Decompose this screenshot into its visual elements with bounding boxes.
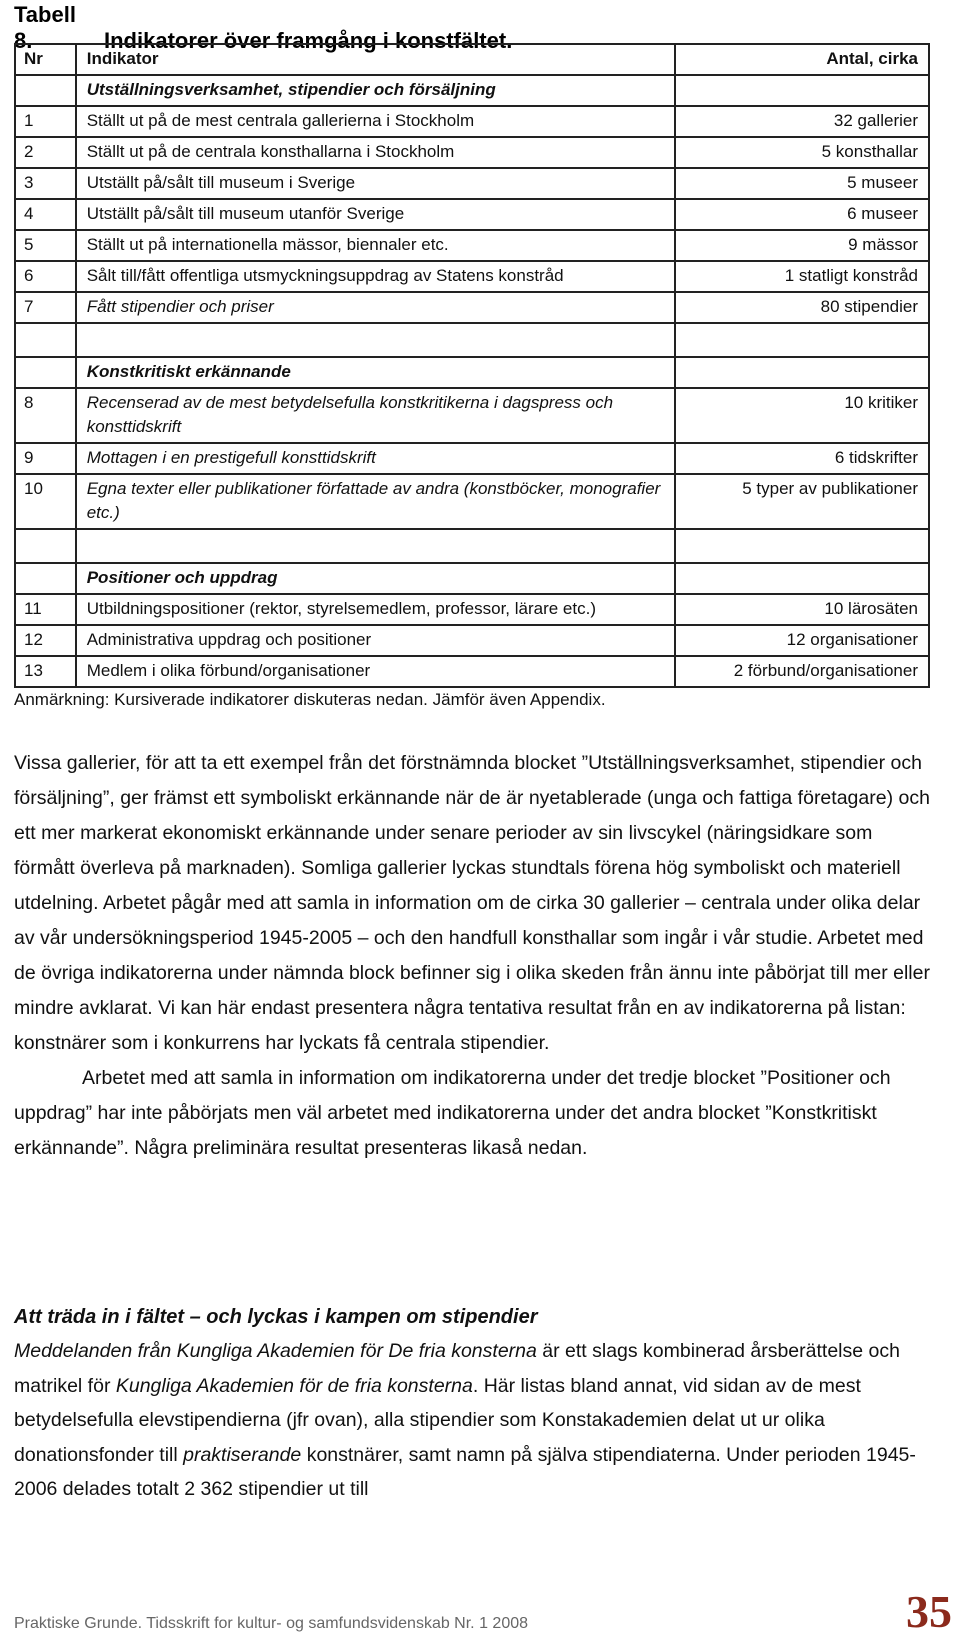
section-title: Konstkritiskt erkännande [76, 357, 675, 388]
row-indicator: Administrativa uppdrag och positioner [76, 625, 675, 656]
table-row [15, 388, 929, 443]
row-indicator: Utställt på/sålt till museum utanför Sverige [76, 199, 675, 230]
header-indicator: Indikator [76, 44, 675, 75]
section-text-3: konstnärer, samt namn på själva stipendiaterna. Under perioden 1945-2006 delades totalt 2 362 stipendier ut till [14, 1443, 916, 1500]
header-value: Antal, cirka [675, 44, 929, 75]
section-text-1: är ett slags kombinerad årsberättelse och matrikel för [14, 1340, 900, 1397]
section-heading: Att träda in i fältet – och lyckas i kampen om stipendier [14, 1306, 538, 1328]
table-row [15, 261, 929, 292]
indicator-table [14, 43, 930, 688]
table-row [15, 106, 929, 137]
row-value: 5 konsthallar [675, 137, 929, 168]
row-nr: 9 [15, 443, 76, 474]
row-indicator: Utbildningspositioner (rektor, styrelsemedlem, professor, lärare etc.) [76, 594, 675, 625]
row-nr: 6 [15, 261, 76, 292]
row-value: 12 organisationer [675, 625, 929, 656]
row-indicator: Ställt ut på de centrala konsthallarna i Stockholm [76, 137, 675, 168]
table-row [15, 656, 929, 687]
row-value: 32 gallerier [675, 106, 929, 137]
row-value: 80 stipendier [675, 292, 929, 323]
row-nr: 1 [15, 106, 76, 137]
section-row [15, 75, 929, 106]
table-header-row [15, 44, 929, 75]
blank-row [15, 529, 929, 563]
body-text [14, 746, 934, 1166]
row-indicator: Egna texter eller publikationer författade av andra (konstböcker, monografier etc.) [76, 474, 675, 529]
row-value: 9 mässor [675, 230, 929, 261]
section-title: Utställningsverksamhet, stipendier och försäljning [76, 75, 675, 106]
praktiserande-word: praktiserande [183, 1443, 302, 1466]
section-block [14, 1300, 934, 1507]
table-title: Indikatorer över framgång i konstfältet. [104, 28, 513, 53]
table-row [15, 292, 929, 323]
row-value: 5 museer [675, 168, 929, 199]
row-indicator: Mottagen i en prestigefull konsttidskrift [76, 443, 675, 474]
table-note: Anmärkning: Kursiverade indikatorer diskuteras nedan. Jämför även Appendix. [14, 690, 606, 709]
section-paragraph [14, 1334, 934, 1507]
row-nr: 13 [15, 656, 76, 687]
section-row [15, 357, 929, 388]
row-nr: 11 [15, 594, 76, 625]
row-nr: 10 [15, 474, 76, 529]
row-value: 2 förbund/organisationer [675, 656, 929, 687]
section-text-2: . Här listas bland annat, vid sidan av de mest betydelsefulla elevstipendierna (jfr ovan), alla stipendier som Konstakademien delat ut ur olika donationsfonder till [14, 1374, 861, 1466]
blank-row [15, 323, 929, 357]
table-row [15, 199, 929, 230]
page-number: 35 [906, 1586, 952, 1637]
row-value: 10 lärosäten [675, 594, 929, 625]
row-value: 6 museer [675, 199, 929, 230]
row-indicator: Fått stipendier och priser [76, 292, 675, 323]
row-value: 5 typer av publikationer [675, 474, 929, 529]
footer-journal: Praktiske Grunde. Tidsskrift for kultur- og samfundsvidenskab Nr. 1 2008 [14, 1615, 529, 1632]
row-indicator: Recenserad av de mest betydelsefulla konstkritikerna i dagspress och konsttidskrift [76, 388, 675, 443]
academy-name: Kungliga Akademien för de fria konsterna [115, 1374, 473, 1397]
row-indicator: Ställt ut på internationella mässor, biennaler etc. [76, 230, 675, 261]
row-indicator: Utställt på/sålt till museum i Sverige [76, 168, 675, 199]
row-nr: 5 [15, 230, 76, 261]
row-indicator: Ställt ut på de mest centrala gallerierna i Stockholm [76, 106, 675, 137]
journal-title: Meddelanden från Kungliga Akademien för De fria konsterna [14, 1340, 537, 1362]
table-label: Tabell 8. [14, 2, 76, 53]
table-row [15, 137, 929, 168]
row-indicator: Medlem i olika förbund/organisationer [76, 656, 675, 687]
table-row [15, 625, 929, 656]
header-nr: Nr [15, 44, 76, 75]
row-nr: 8 [15, 388, 76, 443]
paragraph-2: Arbetet med att samla in information om indikatorerna under det tredje blocket ”Positioner och uppdrag” har inte påbörjats men väl arbetet med indikatorerna under det andra blocket ”Konstkritiskt erkännande”. Några preliminära resultat presenteras likaså nedan. [14, 1067, 891, 1159]
row-value: 1 statligt konstråd [675, 261, 929, 292]
row-value: 10 kritiker [675, 388, 929, 443]
row-nr: 12 [15, 625, 76, 656]
table-row [15, 230, 929, 261]
row-indicator: Sålt till/fått offentliga utsmyckningsuppdrag av Statens konstråd [76, 261, 675, 292]
row-nr: 3 [15, 168, 76, 199]
table-row [15, 474, 929, 529]
row-nr: 7 [15, 292, 76, 323]
table-row [15, 168, 929, 199]
row-value: 6 tidskrifter [675, 443, 929, 474]
section-row [15, 563, 929, 594]
table-row [15, 443, 929, 474]
row-nr: 4 [15, 199, 76, 230]
section-title: Positioner och uppdrag [76, 563, 675, 594]
row-nr: 2 [15, 137, 76, 168]
paragraph-1: Vissa gallerier, för att ta ett exempel från det förstnämnda blocket ”Utställningsverksamhet, stipendier och försäljning”, ger främst ett symboliskt erkännande när de är nyetablerade (unga och fattiga företagare) och ett mer markerat ekonomiskt erkännande under senare perioder av sin livscykel (näringsidkare som förmått överleva på marknaden). Somliga gallerier lyckas stundtals förena hög symboliskt och materiell utdelning. Arbetet pågår med att samla in information om de cirka 30 gallerier – centrala under olika delar av vår undersökningsperiod 1945-2005 – och den handfull konsthallar som ingår i vår studie. Arbetet med de övriga indikatorerna under nämnda block befinner sig i olika skeden från ännu inte påbörjat till mer eller mindre avklarat. Vi kan här endast presentera några tentativa resultat från en av indikatorerna på listan: konstnärer som i konkurrens har lyckats få centrala stipendier. [14, 752, 930, 1054]
table-row [15, 594, 929, 625]
